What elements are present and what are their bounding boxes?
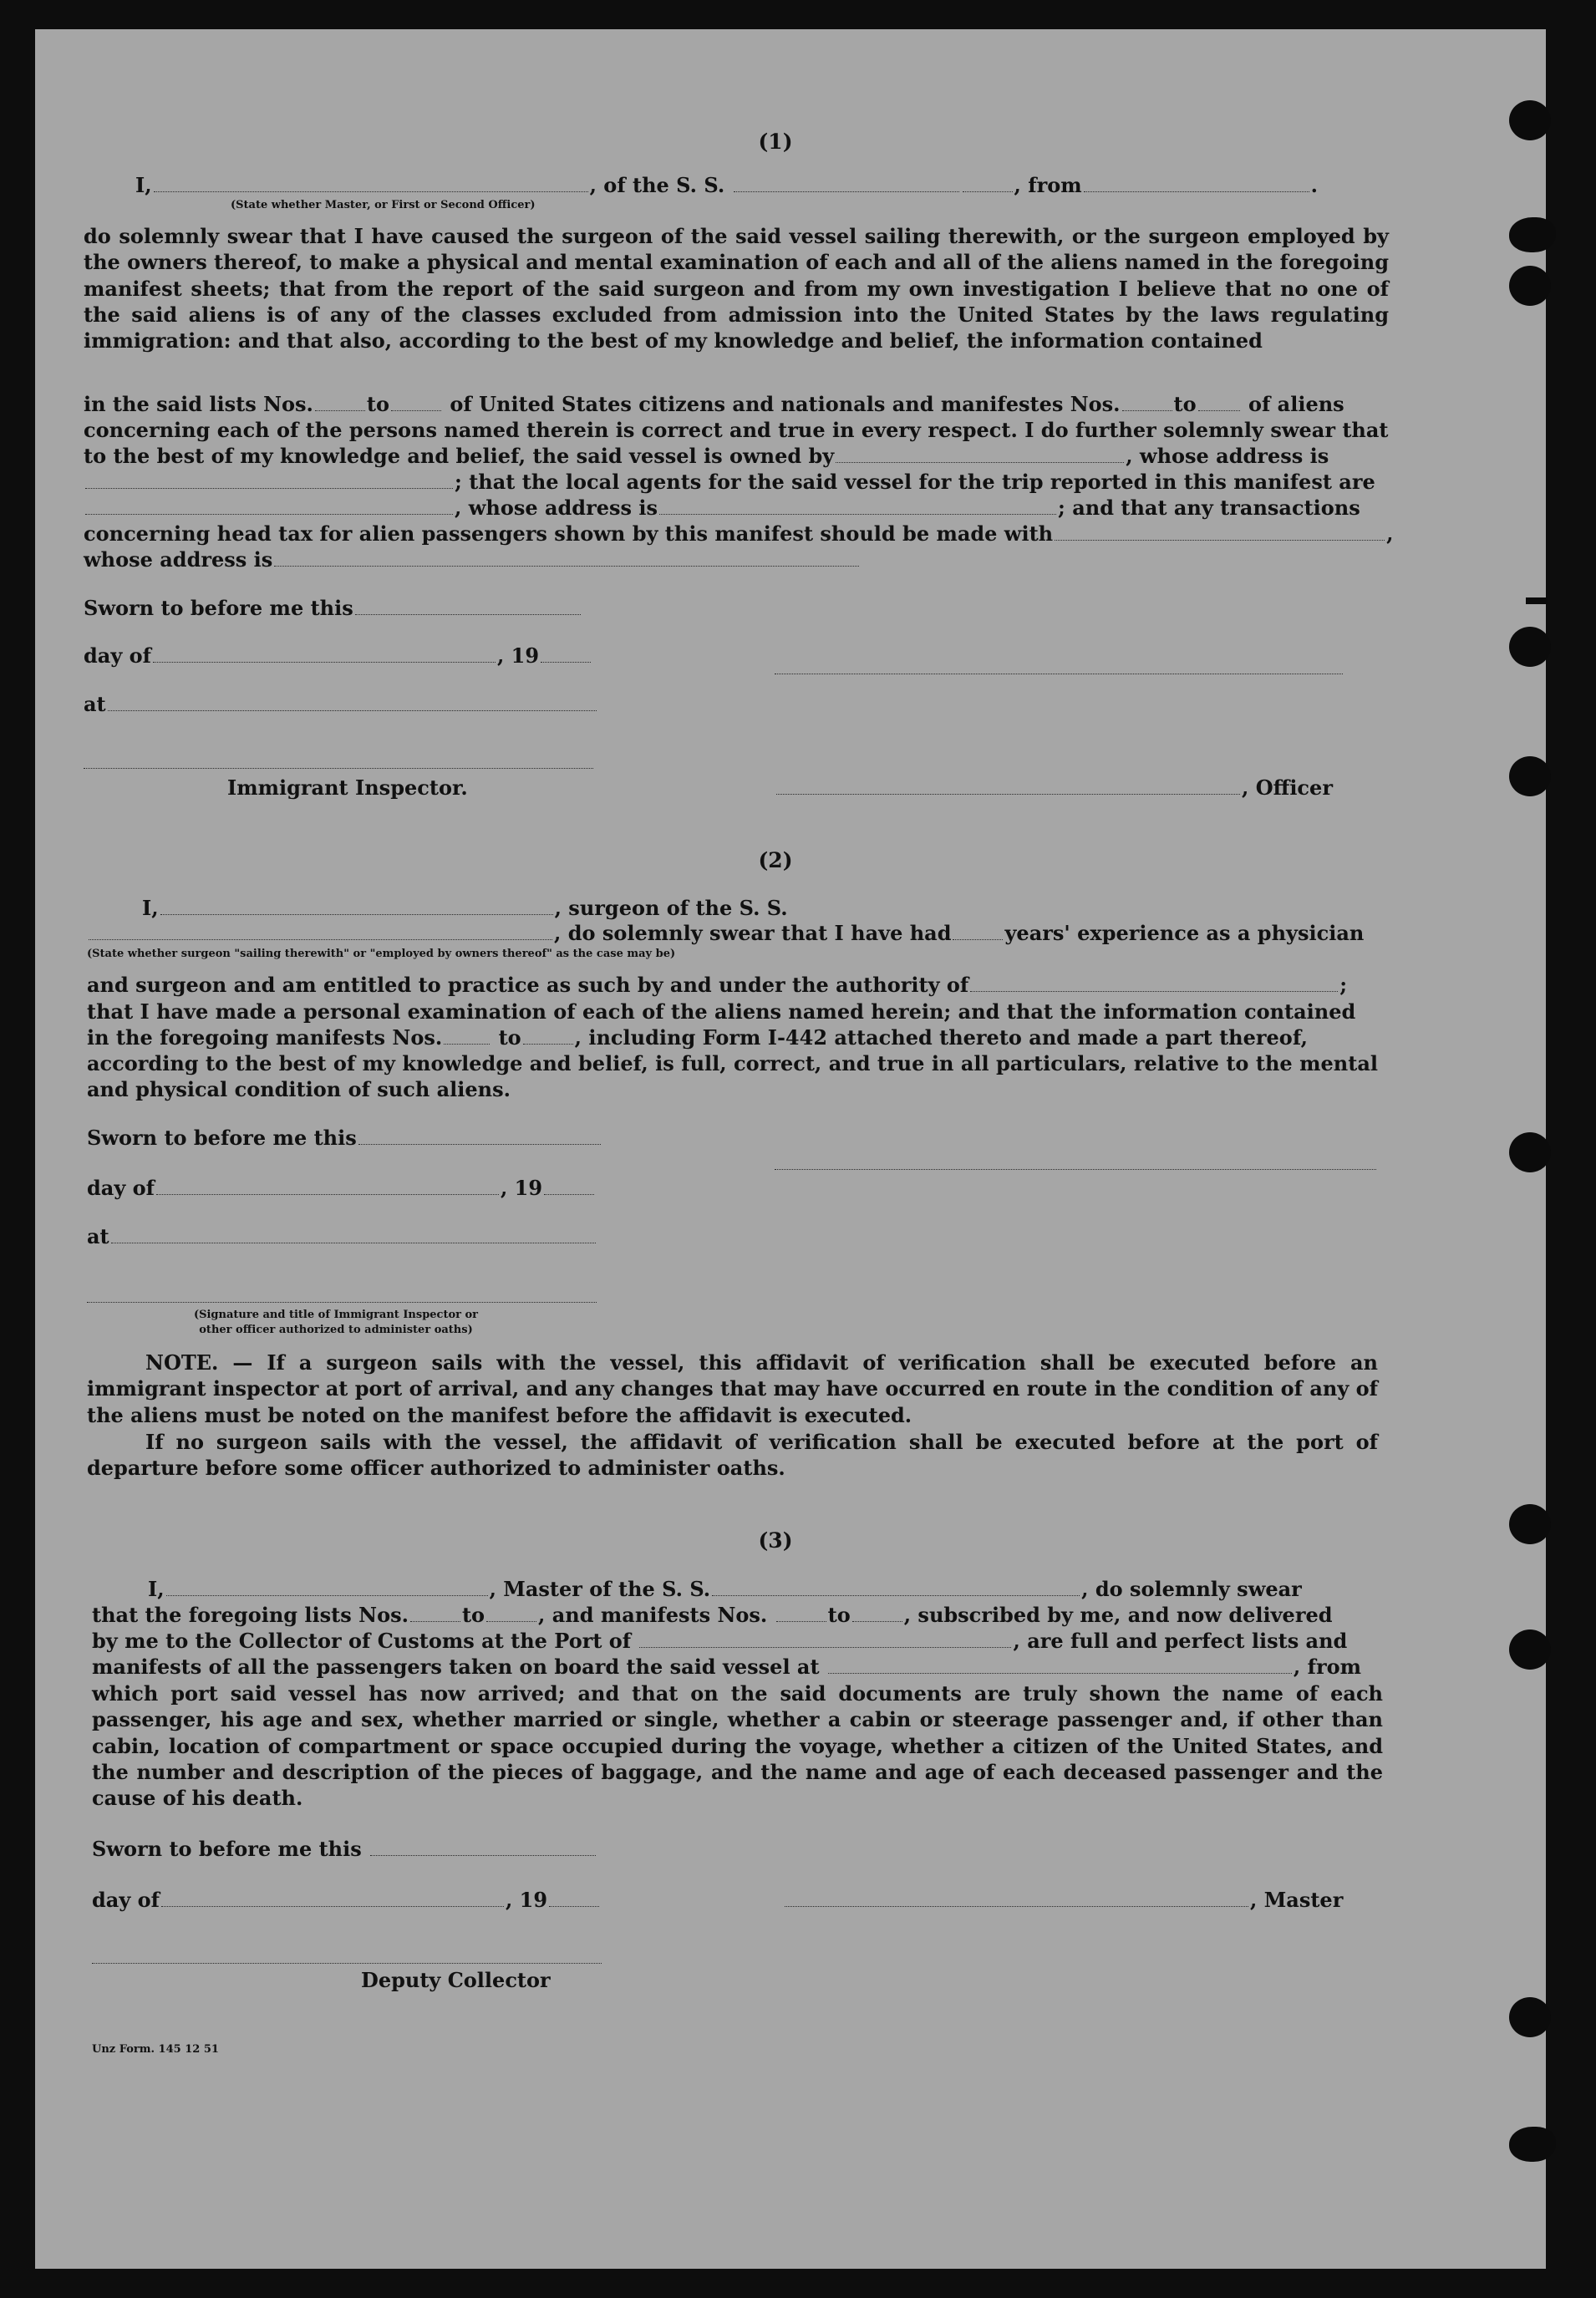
s2-surgeon-signature-line[interactable] xyxy=(775,1168,1376,1170)
s2-signature-caption: (Signature and title of Immigrant Inspector or other officer authorized to administer oaths) xyxy=(193,1309,479,1336)
s3-master-name-field[interactable] xyxy=(166,1580,488,1596)
s3-manifests-from-field[interactable] xyxy=(776,1606,826,1622)
section-3-number: (3) xyxy=(758,1528,793,1553)
form-number: Unz Form. 145 12 51 xyxy=(92,2043,219,2056)
s2-years-field[interactable] xyxy=(953,924,1003,940)
s2-caption: (State whether surgeon "sailing therewith" or "employed by owners thereof" as the case may be) xyxy=(87,948,676,960)
s1-agents-address-line: , whose address is ; and that any transactions xyxy=(84,496,1360,520)
s1-inspector-label: Immigrant Inspector. xyxy=(227,775,468,800)
s2-authority-field[interactable] xyxy=(970,976,1338,992)
edge-mark-icon xyxy=(1526,597,1548,604)
s2-surgeon-line: I, , surgeon of the S. S. xyxy=(142,896,788,920)
s1-manifests-to-field[interactable] xyxy=(1198,395,1240,411)
s1-officer-title-field[interactable] xyxy=(776,779,1240,795)
s1-address-line: whose address is xyxy=(84,547,861,572)
s1-lists-line: in the said lists Nos. to of United States citizens and nationals and manifestes Nos. to of aliens xyxy=(84,392,1344,416)
s2-manifest-to-field[interactable] xyxy=(523,1029,573,1045)
section-2-number: (2) xyxy=(758,848,793,872)
s3-sworn-field[interactable] xyxy=(370,1840,596,1856)
s3-deputy-label: Deputy Collector xyxy=(361,1968,551,1992)
s1-officer-line: , Officer xyxy=(775,775,1333,800)
punch-hole-icon xyxy=(1509,100,1551,140)
s1-ship-field-2[interactable] xyxy=(963,176,1013,192)
s2-day-field[interactable] xyxy=(156,1179,499,1195)
s1-lists-to-field[interactable] xyxy=(391,395,441,411)
s3-boarded-line: manifests of all the passengers taken on board the said vessel at , from xyxy=(92,1655,1362,1679)
s1-sworn-field[interactable] xyxy=(355,599,581,615)
punch-hole-icon xyxy=(1509,627,1551,667)
s1-manifests-from-field[interactable] xyxy=(1122,395,1172,411)
s1-master-line: I, , of the S. S. , from . xyxy=(135,173,1318,197)
s2-note-1: NOTE. — If a surgeon sails with the vessel, this affidavit of verification shall be executed before an immigrant inspector at port of arrival, and any changes that may have occurred en route in the condition of any of the aliens must be noted on the manifest before the affidavit is executed. xyxy=(87,1350,1378,1427)
s3-lists-to-field[interactable] xyxy=(486,1606,536,1622)
s1-at-line: at xyxy=(84,692,598,716)
s3-year-field[interactable] xyxy=(549,1891,599,1907)
s2-at-field[interactable] xyxy=(111,1228,596,1243)
punch-hole-icon xyxy=(1509,2127,1556,2162)
s1-caption: (State whether Master, or First or Second Officer) xyxy=(231,199,536,211)
s3-boarded-port-field[interactable] xyxy=(828,1658,1292,1674)
s3-master-line: I, , Master of the S. S. , do solemnly swear xyxy=(148,1577,1302,1601)
s1-sworn-line: Sworn to before me this xyxy=(84,596,582,620)
s2-note-2: If no surgeon sails with the vessel, the affidavit of verification shall be executed before at the port of departure before some officer authorized to administer oaths. xyxy=(87,1430,1378,1481)
s2-surgeon-name-field[interactable] xyxy=(160,899,553,915)
s1-body-1: do solemnly swear that I have caused the surgeon of the said vessel sailing therewith, or the surgeon employed by the owners thereof, to make a physical and mental examination of each and all of the aliens named in the foregoing manifest sheets; that from the report of the said surgeon and from my own investigation I believe that no one of the said aliens is of any of the classes excluded from admission into the United States by the laws regulating immigration: and that also, according to the best of my knowledge and belief, the information contained xyxy=(84,224,1389,353)
s3-day-field[interactable] xyxy=(161,1891,504,1907)
punch-hole-icon xyxy=(1509,1504,1551,1544)
s1-day-line: day of , 19 xyxy=(84,643,592,668)
s1-agents-field[interactable] xyxy=(85,499,453,515)
s2-at-line: at xyxy=(87,1224,597,1248)
s2-inspector-signature-line[interactable] xyxy=(87,1301,597,1303)
s1-agents-line: ; that the local agents for the said vessel for the trip reported in this manifest are xyxy=(84,470,1375,494)
punch-hole-icon xyxy=(1509,217,1556,252)
s3-day-line: day of , 19 xyxy=(92,1888,601,1912)
s2-manifest-from-field[interactable] xyxy=(444,1029,490,1045)
s1-officer-signature-line[interactable] xyxy=(775,673,1343,674)
s2-manifest-line: in the foregoing manifests Nos. to , including Form I-442 attached thereto and made a part thereof, xyxy=(87,1025,1308,1050)
s1-inspector-signature-line[interactable] xyxy=(84,767,593,769)
s1-owner-address-field[interactable] xyxy=(85,473,453,489)
s3-ship-field[interactable] xyxy=(712,1580,1080,1596)
s2-day-line: day of , 19 xyxy=(87,1176,596,1200)
s2-body: according to the best of my knowledge and belief, is full, correct, and true in all particulars, relative to the mental and physical condition of such aliens. xyxy=(87,1051,1378,1102)
s2-experience-line: , do solemnly swear that I have had years' experience as a physician xyxy=(87,921,1364,945)
form-sheet xyxy=(35,29,1546,2269)
s1-owned-line: to the best of my knowledge and belief, the said vessel is owned by , whose address is xyxy=(84,444,1329,468)
s2-sworn-field[interactable] xyxy=(358,1129,601,1145)
s1-owner-field[interactable] xyxy=(836,447,1124,463)
s3-lists-line: that the foregoing lists Nos. to , and manifests Nos. to , subscribed by me, and now delivered xyxy=(92,1603,1333,1627)
s1-tax-line: concerning head tax for alien passengers shown by this manifest should be made with , xyxy=(84,521,1394,546)
section-1-number: (1) xyxy=(758,130,793,154)
s3-port-line: by me to the Collector of Customs at the Port of , are full and perfect lists and xyxy=(92,1629,1348,1653)
s3-sworn-line: Sworn to before me this xyxy=(92,1837,597,1861)
s1-day-field[interactable] xyxy=(153,647,496,663)
s3-lists-from-field[interactable] xyxy=(410,1606,460,1622)
s1-ship-field[interactable] xyxy=(734,176,959,192)
s1-agents-address-field[interactable] xyxy=(659,499,1056,515)
s1-tax-address-field[interactable] xyxy=(274,551,859,567)
s1-from-field[interactable] xyxy=(1084,176,1309,192)
s3-port-field[interactable] xyxy=(639,1632,1011,1648)
punch-hole-icon xyxy=(1509,756,1551,796)
s2-sworn-line: Sworn to before me this xyxy=(87,1126,602,1150)
s1-body-2: concerning each of the persons named therein is correct and true in every respect. I do further solemnly swear that xyxy=(84,418,1389,442)
s2-authority-line: and surgeon and am entitled to practice as such by and under the authority of ; xyxy=(87,973,1348,997)
s1-at-field[interactable] xyxy=(108,695,597,711)
s3-manifests-to-field[interactable] xyxy=(852,1606,902,1622)
punch-hole-icon xyxy=(1509,1997,1551,2037)
s2-year-field[interactable] xyxy=(544,1179,594,1195)
punch-hole-icon xyxy=(1509,266,1551,306)
punch-hole-icon xyxy=(1509,1132,1551,1172)
s1-year-field[interactable] xyxy=(541,647,591,663)
s1-tax-contact-field[interactable] xyxy=(1055,525,1385,541)
s3-body: which port said vessel has now arrived; and that on the said documents are truly shown the name of each passenger, his age and sex, whether married or single, whether a cabin or steerage passenger and, if other than cabin, location of compartment or space occupied during the voyage, whether a citizen of the United States, and the number and description of the pieces of baggage, and the name and age of each deceased passenger and the cause of his death. xyxy=(92,1681,1383,1811)
s3-deputy-signature-line[interactable] xyxy=(92,1962,602,1964)
s3-master-signature-field[interactable] xyxy=(785,1891,1248,1907)
s3-master-signature-line: , Master xyxy=(783,1888,1343,1912)
punch-hole-icon xyxy=(1509,1629,1551,1670)
s2-surgeon-type-field[interactable] xyxy=(89,924,552,940)
s1-officer-field[interactable] xyxy=(154,176,588,192)
s2-exam-line: that I have made a personal examination of each of the aliens named herein; and that the information contained xyxy=(87,999,1356,1024)
s1-lists-from-field[interactable] xyxy=(315,395,365,411)
